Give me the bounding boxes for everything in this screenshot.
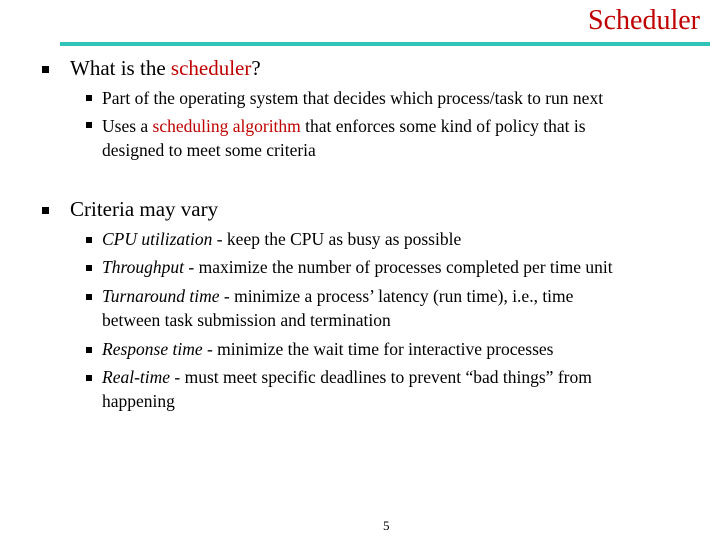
slide-title: Scheduler: [588, 5, 700, 36]
criterion-term: Throughput: [102, 257, 185, 277]
list-item: [102, 365, 702, 413]
list-item: [102, 337, 702, 361]
item-text: Uses a: [102, 116, 153, 136]
criterion-desc: - must meet specific deadlines to prevent “bad things” from: [170, 367, 592, 387]
heading-highlight: scheduler: [170, 56, 252, 80]
title-underline: [60, 42, 710, 46]
bullet-icon: [86, 122, 92, 128]
criterion-desc: - maximize the number of processes completed per time unit: [184, 257, 613, 277]
item-text: designed to meet some criteria: [102, 140, 316, 160]
bullet-icon: [86, 347, 92, 353]
list-item: [102, 284, 702, 332]
bullet-icon: [42, 207, 49, 214]
criterion-desc: - keep the CPU as busy as possible: [212, 229, 462, 249]
list-item: Part of the operating system that decides which process/task to run next: [102, 88, 604, 108]
heading-text: What is the: [70, 56, 171, 80]
list-item: [102, 255, 702, 279]
criterion-term: CPU utilization: [102, 229, 213, 249]
heading-text-end: ?: [251, 56, 261, 80]
criterion-desc: between task submission and termination: [102, 310, 391, 330]
criterion-term: Real-time: [102, 367, 171, 387]
bullet-icon: [42, 66, 49, 73]
page-number: 5: [383, 518, 390, 533]
bullet-icon: [86, 294, 92, 300]
item-text: that enforces some kind of policy that is: [300, 116, 586, 136]
criterion-term: Turnaround time: [102, 286, 220, 306]
bullet-icon: [86, 237, 92, 243]
bullet-icon: [86, 375, 92, 381]
criterion-desc: - minimize the wait time for interactive processes: [202, 339, 554, 359]
criterion-desc: happening: [102, 391, 175, 411]
list-item: [102, 227, 702, 251]
section-heading-scheduler: [70, 55, 261, 81]
section-heading-criteria: Criteria may vary: [70, 197, 219, 221]
list-item: [102, 114, 702, 162]
item-highlight: scheduling algorithm: [152, 116, 301, 136]
criterion-term: Response time: [102, 339, 203, 359]
bullet-icon: [86, 265, 92, 271]
bullet-icon: [86, 95, 92, 101]
criterion-desc: - minimize a process’ latency (run time), i.e., time: [219, 286, 574, 306]
